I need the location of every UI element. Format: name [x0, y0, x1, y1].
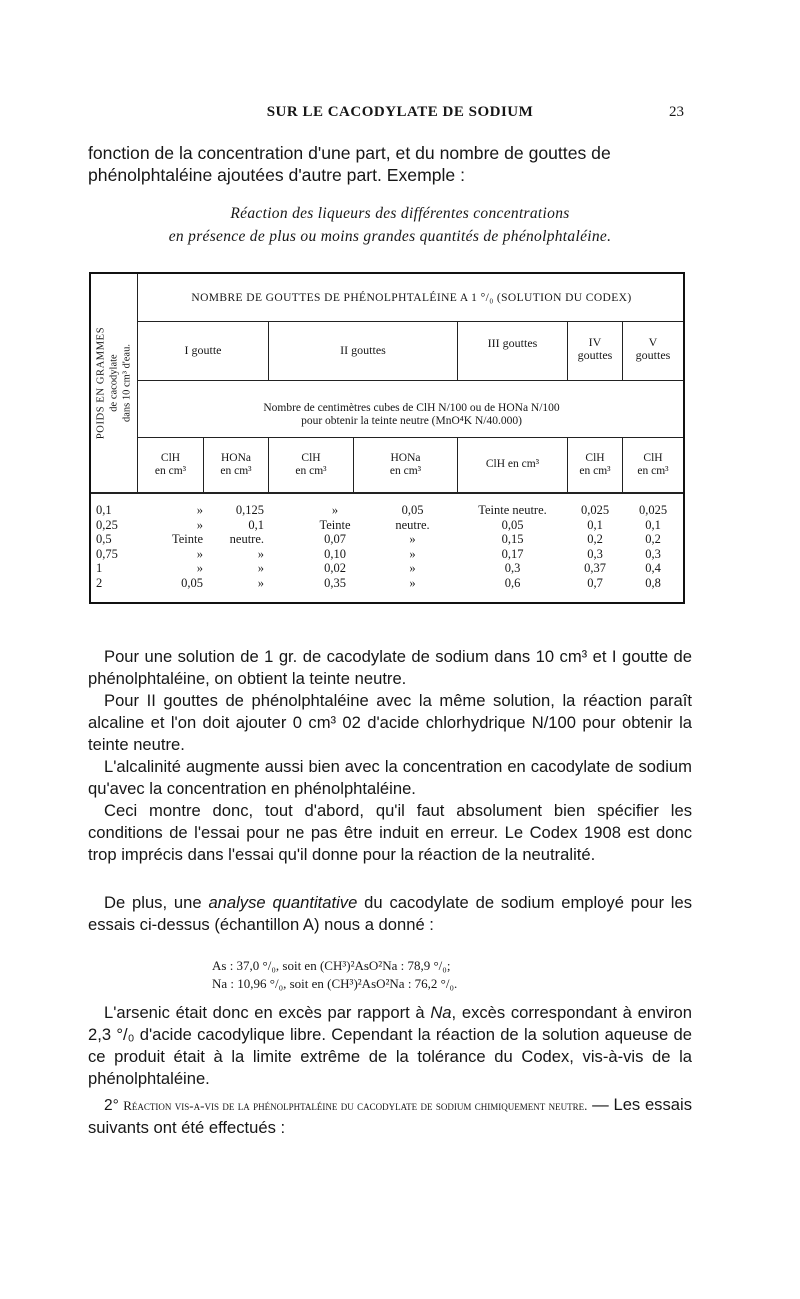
table-cell: 0,1: [587, 517, 603, 532]
header-4-drops: IV gouttes: [577, 335, 613, 362]
table-cell: 0,37: [584, 561, 606, 576]
table-cell: »: [257, 575, 264, 590]
paragraph-1: Pour une solution de 1 gr. de cacodylate de sodium dans 10 cm³ et I goutte de phénolphtaléine, on obtient la teinte neutre.: [88, 647, 692, 688]
subheader-3: ClH en cm³: [295, 452, 327, 477]
table-cell: 0,15: [501, 532, 524, 547]
table-cell: »: [196, 546, 203, 561]
table-caption-line-1: Réaction des liqueurs des différentes concentrations: [230, 205, 570, 222]
header-5-drops: V gouttes: [635, 335, 671, 362]
formula-sodium: Na : 10,96 °/₀, soit en (CH³)²AsO²Na : 76,2 °/₀.: [212, 976, 458, 991]
formula-arsenic: As : 37,0 °/₀, soit en (CH³)²AsO²Na : 78,9 °/₀;: [212, 958, 451, 973]
header-3-drops: III gouttes: [487, 336, 538, 350]
subheader-1: ClH en cm³: [154, 452, 187, 477]
data-column-1: [138, 503, 203, 591]
data-column-4: [370, 503, 455, 591]
header-1-drop: I goutte: [184, 343, 222, 357]
table-cell: 0,07: [324, 532, 346, 547]
subheader-4: HONa en cm³: [389, 452, 422, 477]
header-2-drops: II gouttes: [340, 343, 386, 357]
table-cell: »: [331, 503, 339, 517]
table-cell: 0,8: [645, 575, 661, 590]
paragraph-6: L'arsenic était donc en excès par rapport à Na, excès correspondant à environ 2,3 °/₀ d'acide cacodylique libre. Cependant la réaction de la solution aqueuse de ce produit était à la limite extrême de la tolérance du Codex, vis-à-vis de la phénolphtaléine.: [88, 1003, 692, 1088]
table-cell: »: [196, 561, 203, 576]
table-cell: 0,05: [401, 503, 424, 517]
table-cell: 0,7: [587, 575, 603, 590]
volume-note: Nombre de centimètres cubes de ClH N/100 ou de HONa N/100 pour obtenir la teinte neutre (MnO⁴K N/40.000): [263, 402, 560, 427]
data-column-7: [623, 503, 683, 591]
table-cell: »: [409, 546, 416, 561]
table-cell: 0,75: [96, 546, 118, 561]
table-cell: »: [196, 517, 203, 532]
table-cell: »: [409, 561, 416, 576]
table-cell: 0,125: [235, 503, 264, 517]
table-cell: 0,6: [504, 575, 521, 590]
table-cell: neutre.: [229, 532, 264, 547]
table-cell: 2: [96, 575, 103, 590]
paragraph-2: Pour II gouttes de phénolphtaléine avec la même solution, la réaction paraît alcaline et l'on doit ajouter 0 cm³ 02 d'acide chlorhydrique N/100 pour obtenir la teinte neutre.: [88, 691, 692, 754]
intro-line-1: fonction de la concentration d'une part, et du nombre de gouttes de: [88, 143, 611, 163]
table-cell: 0,25: [96, 517, 118, 532]
table-caption-line-2: en présence de plus ou moins grandes quantités de phénolphtaléine.: [168, 228, 612, 245]
table-cell: 0,4: [645, 561, 661, 576]
data-column-5: [458, 503, 567, 591]
table-cell: Teinte: [171, 532, 203, 547]
subheader-5: ClH en cm³: [485, 458, 540, 470]
table-cell: »: [409, 532, 416, 547]
weights-column: [92, 503, 141, 591]
drops-main-header: NOMBRE DE GOUTTES DE PHÉNOLPHTALÉINE A 1 °/₀ (SOLUTION DU CODEX): [191, 292, 632, 304]
weight-column-header: POIDS EN GRAMMES de cacodylate dans 10 cm³ d'eau.: [95, 326, 133, 440]
intro-line-2: phénolphtaléine ajoutées d'autre part. Exemple :: [88, 165, 465, 185]
subheader-7: ClH en cm³: [637, 452, 669, 477]
table-cell: 0,2: [587, 532, 603, 547]
table-cell: 0,05: [181, 575, 203, 590]
table-cell: »: [196, 503, 203, 517]
running-header: SUR LE CACODYLATE DE SODIUM: [266, 104, 534, 120]
paragraph-3: L'alcalinité augmente aussi bien avec la concentration en cacodylate de sodium qu'avec la concentration en phénolphtaléine.: [88, 757, 692, 798]
table-cell: »: [257, 546, 264, 561]
table-cell: 0,1: [645, 517, 661, 532]
subheader-6: ClH en cm³: [579, 452, 611, 477]
table-cell: 0,17: [501, 546, 524, 561]
table-cell: »: [409, 575, 416, 590]
paragraph-7: 2° Réaction vis-a-vis de la phénolphtaléine du cacodylate de sodium chimiquement neutre. — Les essais suivants ont été effectués :: [88, 1095, 692, 1137]
table-cell: Teinte neutre.: [478, 503, 547, 517]
data-column-6: [568, 503, 622, 591]
table-cell: 0,1: [96, 503, 112, 517]
table-cell: 0,025: [638, 503, 668, 517]
table-cell: 0,2: [645, 532, 661, 547]
table-cell: 1: [96, 561, 103, 576]
table-cell: 0,05: [501, 517, 524, 532]
table-cell: 0,3: [587, 546, 603, 561]
table-cell: 0,02: [324, 561, 346, 576]
subheader-2: HONa en cm³: [220, 452, 252, 477]
data-column-3: [300, 503, 370, 591]
table-cell: 0,3: [504, 561, 521, 576]
table-cell: 0,1: [248, 517, 264, 532]
table-cell: 0,3: [645, 546, 661, 561]
table-cell: 0,35: [324, 575, 346, 590]
table-cell: neutre.: [395, 517, 430, 532]
table-cell: »: [257, 561, 264, 576]
table-cell: 0,5: [96, 532, 112, 547]
table-cell: 0,025: [580, 503, 610, 517]
data-column-2: [204, 503, 264, 591]
paragraph-5: De plus, une analyse quantitative du cacodylate de sodium employé pour les essais ci-dessus (échantillon A) nous a donné :: [88, 893, 693, 934]
paragraph-4: Ceci montre donc, tout d'abord, qu'il faut absolument bien spécifier les conditions de l'essai pour ne pas être induit en erreur. Le Codex 1908 est donc trop imprécis dans l'essai qu'il donne pour la réaction de la neutralité.: [88, 801, 692, 864]
table-cell: 0,10: [324, 546, 346, 561]
page-number: 23: [669, 104, 684, 120]
table-cell: Teinte: [319, 517, 351, 532]
